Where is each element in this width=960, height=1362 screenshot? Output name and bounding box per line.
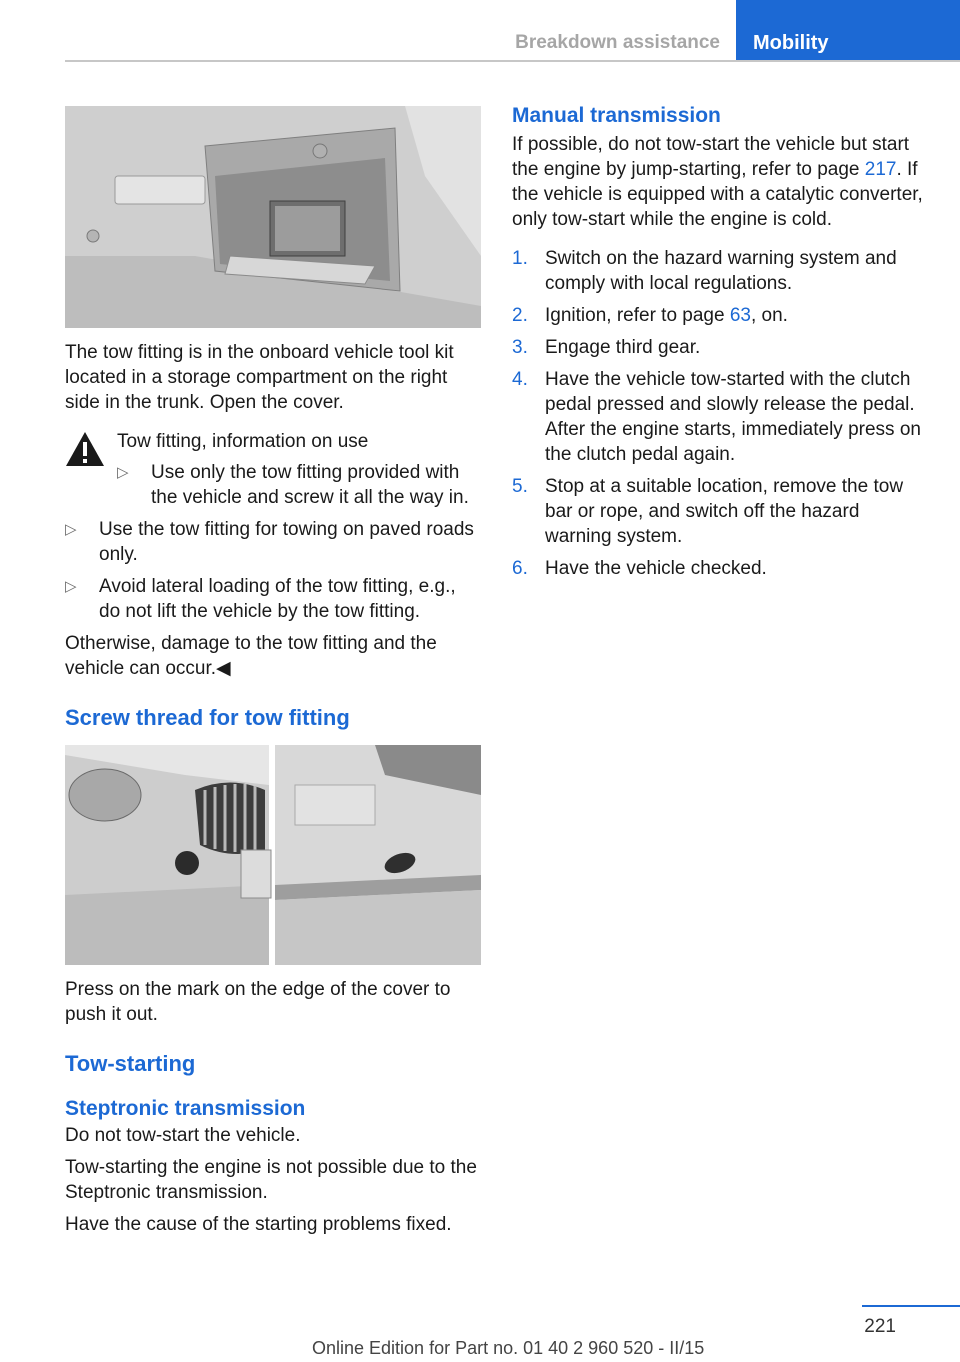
list-item [512,367,924,467]
manual-transmission-heading: Manual transmission [512,104,721,127]
trunk-tool-kit-illustration [65,106,481,328]
front-rear-bumper-figure [65,745,481,965]
manual-intro-text: . If the vehicle is equipped with a catalytic converter, only tow-start while the engine is cold. [512,159,923,230]
step-text: Switch on the hazard warning system and comply with local regulations. [545,248,897,294]
warning-bullet-text: Avoid lateral loading of the tow fitting, e.g., do not lift the vehicle by the tow fitting. [99,576,456,622]
bumper-cover-illustration [65,745,481,965]
screw-caption: Press on the mark on the edge of the cover to push it out. [65,979,451,1025]
list-item [512,246,924,296]
step-text: Engage third gear. [545,337,701,358]
warning-block [65,429,481,510]
footer-edition-text: Online Edition for Part no. 01 40 2 960 520 - II/15 [312,1338,705,1358]
warning-triangle-icon [65,431,105,467]
footer-rule [862,1305,960,1307]
list-item [512,303,924,328]
screw-thread-heading: Screw thread for tow fitting [65,705,350,730]
warning-bullet [117,460,481,510]
step-text: , on. [750,305,788,326]
step-number: 5. [512,476,528,497]
step-text: Have the vehicle checked. [545,558,767,579]
bullet-icon: ▷ [117,464,129,481]
warning-bullet [65,574,481,624]
step-number: 4. [512,369,528,390]
step-number: 3. [512,337,528,358]
list-item [512,474,924,549]
page-link-63[interactable]: 63 [729,305,751,326]
list-item [512,556,924,581]
left-column [65,100,481,1237]
header-rule [65,60,960,62]
warning-title: Tow fitting, information on use [117,431,369,452]
list-item [512,335,924,360]
page-header [0,0,960,62]
tow-start-steps-list [512,246,924,581]
page-number: 221 [864,1316,896,1337]
step-text: Ignition, refer to page [545,305,730,326]
page-link-217[interactable]: 217 [864,159,897,180]
step-number: 2. [512,305,528,326]
header-section-title: Breakdown assistance [515,32,720,53]
steptronic-paragraph-1: Do not tow-start the vehicle. [65,1125,301,1146]
warning-bullet [65,517,481,567]
step-text: Have the vehicle tow-started with the clutch pedal pressed and slowly release the pedal. After the engine starts, immediately press on the clutch pedal again. [545,369,921,465]
step-number: 1. [512,248,528,269]
step-number: 6. [512,558,528,579]
steptronic-paragraph-2: Tow-starting the engine is not possible due to the Steptronic transmission. [65,1157,477,1203]
step-text: Stop at a suitable location, remove the tow bar or rope, and switch off the hazard warning system. [545,476,904,547]
trunk-tool-kit-figure [65,106,481,328]
steptronic-paragraph-3: Have the cause of the starting problems fixed. [65,1214,452,1235]
warning-bullet-text: Use the tow fitting for towing on paved roads only. [99,519,474,565]
warning-bullet-text: Use only the tow fitting provided with the vehicle and screw it all the way in. [151,462,469,508]
steptronic-heading: Steptronic transmission [65,1097,306,1120]
bullet-icon: ▷ [65,578,77,595]
right-column [512,100,924,581]
intro-paragraph: The tow fitting is in the onboard vehicle tool kit located in a storage compartment on the right side in the trunk. Open the cover. [65,342,454,413]
header-chapter-tab: Mobility [736,0,960,62]
manual-intro-paragraph [512,132,924,232]
warning-end: Otherwise, damage to the tow fitting and the vehicle can occur.◀ [65,633,437,679]
bullet-icon: ▷ [65,521,77,538]
manual-intro-text: If possible, do not tow-start the vehicle but start the engine by jump-starting, refer to page [512,134,910,180]
tow-starting-heading: Tow-starting [65,1051,196,1076]
